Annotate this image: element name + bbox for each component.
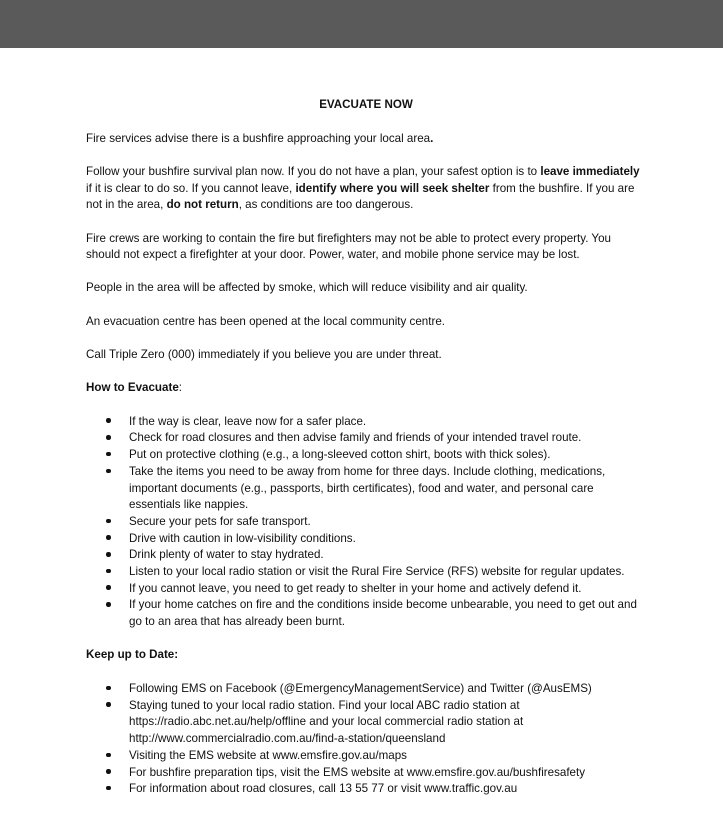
plan-text-c: if it is clear to do so. If you cannot leave, bbox=[86, 181, 296, 195]
plan-text-g: , as conditions are too dangerous. bbox=[238, 198, 414, 212]
list-item-text: Take the items you need to be away from home for three days. Include clothing, medications, important documents (e.g., passports, birth certificates), food and water, and personal care essentials like nappies. bbox=[129, 464, 606, 512]
list-item-text: Secure your pets for safe transport. bbox=[129, 514, 311, 528]
plan-do-not-return: do not return bbox=[166, 198, 239, 212]
list-item bbox=[129, 514, 646, 531]
bullet-icon bbox=[106, 748, 116, 765]
paragraph-fire-crews: Fire crews are working to contain the fire but firefighters may not be able to protect every property. You should not expect a firefighter at your door. Power, water, and mobile phone service may be lost. bbox=[86, 231, 611, 262]
list-item bbox=[129, 547, 646, 564]
paragraph-smoke: People in the area will be affected by smoke, which will reduce visibility and air quality. bbox=[86, 281, 528, 295]
how-heading-text: How to Evacuate bbox=[86, 381, 179, 395]
paragraph-approach-end: . bbox=[430, 131, 434, 145]
bullet-icon bbox=[106, 681, 116, 698]
document-page bbox=[86, 97, 646, 815]
how-to-evacuate-list bbox=[86, 414, 646, 631]
list-item-text: If your home catches on fire and the conditions inside become unbearable, you need to get out and go to an area that has already been burnt. bbox=[129, 598, 637, 629]
list-item bbox=[129, 681, 646, 698]
bullet-icon bbox=[106, 430, 116, 447]
bullet-icon bbox=[106, 464, 116, 481]
list-item-text: If the way is clear, leave now for a safer place. bbox=[129, 414, 367, 428]
list-item bbox=[129, 597, 646, 630]
list-item bbox=[129, 447, 646, 464]
list-item bbox=[129, 748, 646, 765]
list-item bbox=[129, 781, 646, 798]
list-item bbox=[129, 765, 646, 782]
plan-leave-immediately: leave immediately bbox=[540, 164, 640, 178]
list-item-text: For information about road closures, call 13 55 77 or visit www.traffic.gov.au bbox=[129, 782, 518, 796]
list-item bbox=[129, 531, 646, 548]
bullet-icon bbox=[106, 581, 116, 598]
bullet-icon bbox=[106, 531, 116, 548]
list-item bbox=[129, 414, 646, 431]
how-to-evacuate-heading bbox=[86, 380, 646, 397]
list-item-text: For bushfire preparation tips, visit the EMS website at www.emsfire.gov.au/bushfiresafety bbox=[129, 765, 586, 779]
list-item-text: Listen to your local radio station or visit the Rural Fire Service (RFS) website for regular updates. bbox=[129, 565, 625, 579]
list-item-text: If you cannot leave, you need to get ready to shelter in your home and actively defend it. bbox=[129, 581, 582, 595]
list-item bbox=[129, 564, 646, 581]
list-item-text: Drink plenty of water to stay hydrated. bbox=[129, 548, 324, 562]
list-item bbox=[129, 464, 646, 514]
paragraph-approach-text: Fire services advise there is a bushfire approaching your local area bbox=[86, 131, 431, 145]
bullet-icon bbox=[106, 447, 116, 464]
list-item-text: Drive with caution in low-visibility conditions. bbox=[129, 531, 356, 545]
list-item-text: Visiting the EMS website at www.emsfire.gov.au/maps bbox=[129, 748, 407, 762]
list-item bbox=[129, 698, 646, 748]
list-item bbox=[129, 430, 646, 447]
paragraph-approach bbox=[86, 131, 646, 148]
plan-text-a: Follow your bushfire survival plan now. If you do not have a plan, your safest option is to bbox=[86, 164, 541, 178]
bullet-icon bbox=[106, 781, 116, 798]
plan-identify-shelter: identify where you will seek shelter bbox=[295, 181, 490, 195]
keep-up-to-date-heading: Keep up to Date: bbox=[86, 648, 179, 662]
paragraph-triple-zero: Call Triple Zero (000) immediately if you believe you are under threat. bbox=[86, 347, 442, 361]
how-heading-colon: : bbox=[178, 381, 183, 395]
bullet-icon bbox=[106, 514, 116, 531]
plan-text-e: from the bushfire. If you are not in the area, bbox=[86, 181, 635, 212]
paragraph-evacuation-centre: An evacuation centre has been opened at the local community centre. bbox=[86, 314, 445, 328]
document-title: EVACUATE NOW bbox=[319, 98, 413, 111]
window-top-bar bbox=[0, 0, 723, 48]
list-item-text: Put on protective clothing (e.g., a long-sleeved cotton shirt, boots with thick soles). bbox=[129, 448, 551, 462]
bullet-icon bbox=[106, 765, 116, 782]
paragraph-plan bbox=[86, 164, 646, 214]
list-item-text: Staying tuned to your local radio station. Find your local ABC radio station at https://radio.abc.net.au/help/offline and your local commercial radio station at http://www.commercialradio.com.au/find-a-station/queensland bbox=[129, 698, 524, 746]
bullet-icon bbox=[106, 597, 116, 614]
bullet-icon bbox=[106, 564, 116, 581]
bullet-icon bbox=[106, 547, 116, 564]
list-item-text: Following EMS on Facebook (@EmergencyManagementService) and Twitter (@AusEMS) bbox=[129, 682, 592, 696]
bullet-icon bbox=[106, 698, 116, 715]
bullet-icon bbox=[106, 414, 116, 431]
list-item-text: Check for road closures and then advise family and friends of your intended travel route. bbox=[129, 431, 582, 445]
keep-up-to-date-list bbox=[86, 681, 646, 798]
list-item bbox=[129, 581, 646, 598]
